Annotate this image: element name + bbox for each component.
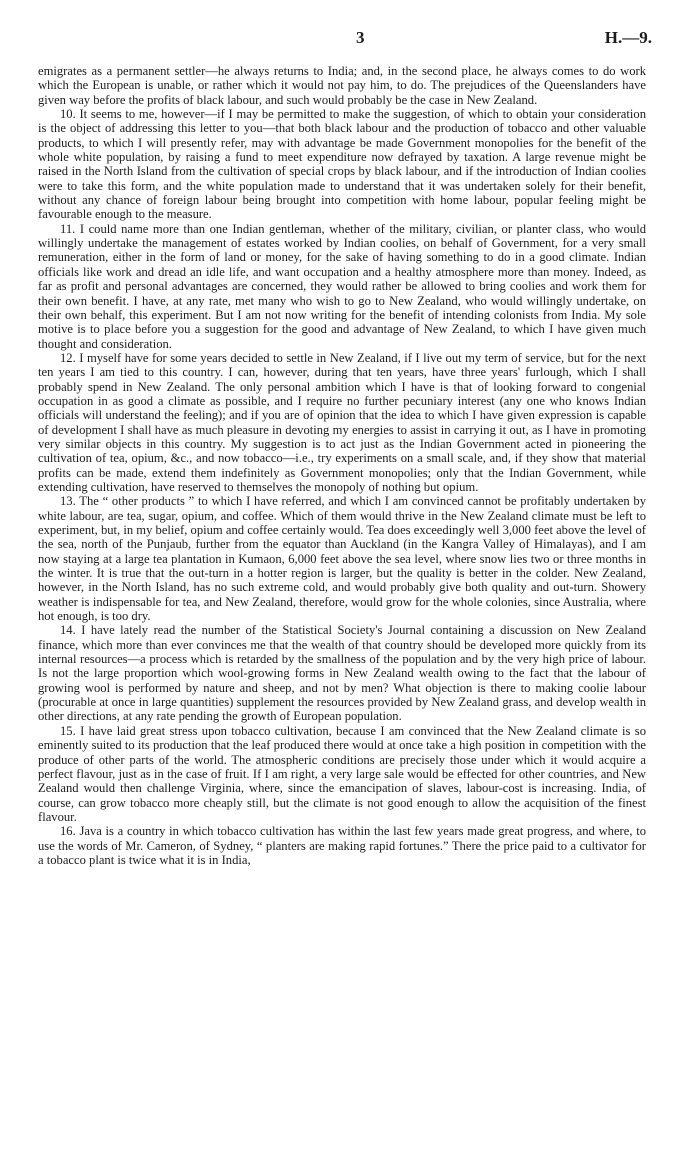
paragraph-10: 10. It seems to me, however—if I may be permitted to make the suggestion, of which to obtain your consideration is the object of addressing this letter to you—that both black labour and the production of tobacco and other valuable products, to which I will presently refer, may with advantage be made Government monopolies for the benefit of the whole white population, by raising a fund to meet expenditure now defrayed by taxation. A large revenue might be raised in the North Island from the cultivation of special crops by black labour, and if the introduction of Indian coolies were to take this form, and the white population made to understand that it was undertaken solely for their benefit, without any chance of foreign labour being brought into competition with home labour, popular feeling might be favourable enough to the measure. (38, 107, 646, 222)
page-number: 3 (356, 28, 365, 47)
paragraph-continuation: emigrates as a permanent settler—he always returns to India; and, in the second place, he always comes to do work which the European is unable, or rather which it would not pay him, to do. The prejudices of the Queenslanders have given way before the profits of black labour, and such would probably be the case in New Zealand. (38, 64, 646, 107)
paragraph-12: 12. I myself have for some years decided to settle in New Zealand, if I live out my term of service, but for the next ten years I am tied to this country. I can, however, during that ten years, have three years' furlough, which I shall probably spend in New Zealand. The only personal ambition which I have is that of looking forward to congenial occupation in as good a climate as possible, and I require no further pecuniary interest (any one who knows Indian officials will understand the feeling); and if you are of opinion that the idea to which I have given expression is capable of development I shall have as much pleasure in devoting my energies to assist in carrying it out, as I have in promoting very similar objects in this country. My suggestion is to act just as the Indian Government acted in pioneering the cultivation of tea, opium, &c., and now tobacco—i.e., try experiments on a small scale, and, if they show that material profits can be made, extend them indefinitely as Government monopolies; only that the Indian Government, while extending cultivation, have reserved to themselves the monopoly of nothing but opium. (38, 350, 646, 494)
paragraph-13: 13. The “ other products ” to which I have referred, and which I am convinced cannot be profitably undertaken by white labour, are tea, sugar, opium, and coffee. Which of them would thrive in the New Zealand climate must be left to experiment, but, in my belief, opium and coffee certainly would. Tea does exceedingly well 3,000 feet above the level of the sea, north of the Punjaub, further from the equator than Auckland (in the Kangra Valley of Himalayas), and I am now staying at a large tea plantation in Kumaon, 6,000 feet above the sea level, where snow lies two or three months in the winter. It is true that the out-turn in a hotter region is larger, but the quality is better in the colder. New Zealand, however, in the North Island, has no such extreme cold, and would probably give both quality and out-turn. Showery weather is indispensable for tea, and New Zealand, therefore, would grow for the whole colonies, since Australia, where hot enough, is too dry. (38, 494, 646, 624)
paragraph-11: 11. I could name more than one Indian gentleman, whether of the military, civilian, or planter class, who would willingly undertake the management of estates worked by Indian coolies, on behalf of Government, for a very small remuneration, either in the form of land or money, for the sake of having something to do in a good climate. Indian officials like work and dread an idle life, and want occupation and a healthy atmosphere more than money. Indeed, as far as profit and personal advantages are concerned, they would rather be allowed to bring coolies and work them for their own benefit. I have, at any rate, met many who wish to go to New Zealand, who would willingly undertake, on their own behalf, this experiment. But I am not now writing for the benefit of intending colonists from India. My sole motive is to place before you a suggestion for the good and advantage of New Zealand, to which I have given much thought and consideration. (38, 221, 646, 351)
paragraph-14: 14. I have lately read the number of the Statistical Society's Journal containing a discussion on New Zealand finance, which more than ever convinces me that the wealth of that country should be developed more quickly from its internal resources—a process which is retarded by the smallness of the population and by the very high price of labour. Is not the large proportion which wool-growing forms in New Zealand wealth owing to the fact that the labour of growing wool is performed by nature and sheep, and not by men? What objection is there to making coolie labour (procurable at once in large quantities) supplement the resources provided by New Zealand grass, and develop wealth in other directions, at any rate pending the growth of European population. (38, 623, 646, 724)
document-reference: H.—9. (604, 28, 652, 47)
page-header (38, 28, 652, 64)
paragraph-16: 16. Java is a country in which tobacco cultivation has within the last few years made great progress, and where, to use the words of Mr. Cameron, of Sydney, “ planters are making rapid fortunes.” There the price paid to a cultivator for a tobacco plant is twice what it is in India, (38, 824, 646, 867)
body-text (38, 64, 646, 867)
paragraph-15: 15. I have laid great stress upon tobacco cultivation, because I am convinced that the New Zealand climate is so eminently suited to its production that the leaf produced there would at once take a high position in competition with the produce of other parts of the world. The atmospheric conditions are precisely those under which it would acquire a perfect flavour, just as in the case of fruit. If I am right, a very large sale would be effected for other countries, and New Zealand would then challenge Virginia, where, since the emancipation of slaves, labour-cost is increasing. India, of course, can grow tobacco more cheaply still, but the climate is not good enough to allow the acquisition of the finest flavour. (38, 723, 646, 824)
